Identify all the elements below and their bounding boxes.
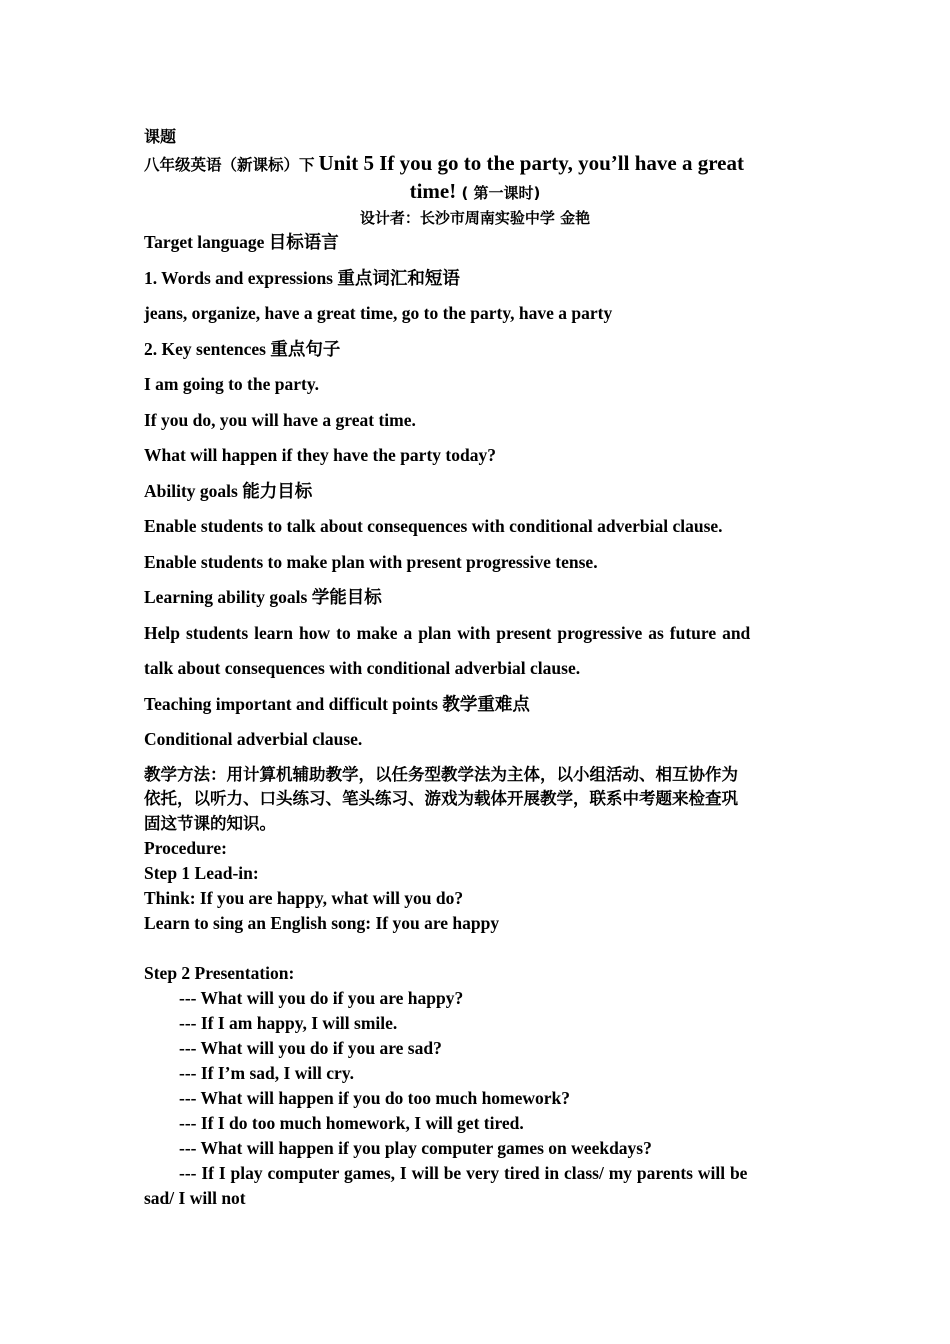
dialogue-line: --- If I play computer games, I will be very tired in class/ my parents will be: [179, 1163, 748, 1183]
key-sentence-2: If you do, you will have a great time.: [144, 409, 416, 430]
dialogue-line: --- What will you do if you are happy?: [179, 988, 464, 1008]
dialogue-line: --- If I’m sad, I will cry.: [179, 1063, 354, 1083]
learning-goals-heading: Learning ability goals 学能目标: [144, 587, 382, 607]
title-main-2: time!: [409, 179, 457, 203]
procedure-heading: Procedure:: [144, 838, 227, 858]
dialogue-line: --- If I do too much homework, I will get tired.: [179, 1113, 524, 1133]
points-heading: Teaching important and difficult points 教学重难点: [144, 693, 530, 714]
words-heading: 1. Words and expressions 重点词汇和短语: [144, 267, 460, 288]
key-sentence-1: I am going to the party.: [144, 374, 319, 394]
dialogue-line: --- What will happen if you do too much homework?: [179, 1088, 571, 1108]
ability-goal-2: Enable students to make plan with present progressive tense.: [144, 551, 598, 572]
blank-line: [144, 936, 806, 961]
designer-line: 设计者：长沙市周南实验中学 金艳: [359, 209, 591, 227]
title-note: ( 第一课时): [461, 184, 541, 202]
ability-goal-1: Enable students to talk about consequences with conditional adverbial clause.: [144, 516, 723, 536]
method-line-1: 教学方法：用计算机辅助教学，以任务型教学法为主体，以小组活动、相互协作为: [144, 764, 738, 784]
learning-goals-line-1: Help students learn how to make a plan with present progressive as future and: [144, 622, 751, 643]
dialogue-line: --- If I am happy, I will smile.: [179, 1013, 398, 1033]
ability-goals-heading: Ability goals 能力目标: [144, 480, 313, 501]
step1-heading: Step 1 Lead-in:: [144, 863, 259, 883]
key-sentence-3: What will happen if they have the party today?: [144, 445, 496, 465]
title-line-2: [144, 179, 806, 206]
teaching-method: [144, 763, 806, 837]
topic-label: 课题: [144, 127, 177, 146]
learning-goals-line-2: talk about consequences with conditional adverbial clause.: [144, 658, 581, 678]
method-line-2: 依托，以听力、口头练习、笔头练习、游戏为载体开展教学，联系中考题来检查巩: [144, 789, 738, 808]
target-language-heading: Target language 目标语言: [144, 232, 339, 252]
title-main-1: Unit 5 If you go to the party, you’ll have a great: [318, 151, 744, 175]
dialogue-line: --- What will you do if you are sad?: [179, 1038, 442, 1058]
document-content: [144, 124, 806, 1211]
title-line-1: [144, 150, 806, 179]
step2-heading: Step 2 Presentation:: [144, 963, 295, 983]
points-text: Conditional adverbial clause.: [144, 729, 363, 749]
dialogue-line: --- What will happen if you play computer games on weekdays?: [179, 1138, 652, 1158]
method-line-3: 固这节课的知识。: [144, 813, 276, 833]
step1-song: Learn to sing an English song: If you are happy: [144, 913, 500, 933]
title-prefix: 八年级英语（新课标）下: [144, 156, 315, 174]
words-list: jeans, organize, have a great time, go to the party, have a party: [144, 303, 613, 323]
step1-think: Think: If you are happy, what will you do?: [144, 888, 464, 908]
dialogue-continuation: sad/ I will not: [144, 1188, 246, 1208]
key-sentences-heading: 2. Key sentences 重点句子: [144, 338, 341, 359]
